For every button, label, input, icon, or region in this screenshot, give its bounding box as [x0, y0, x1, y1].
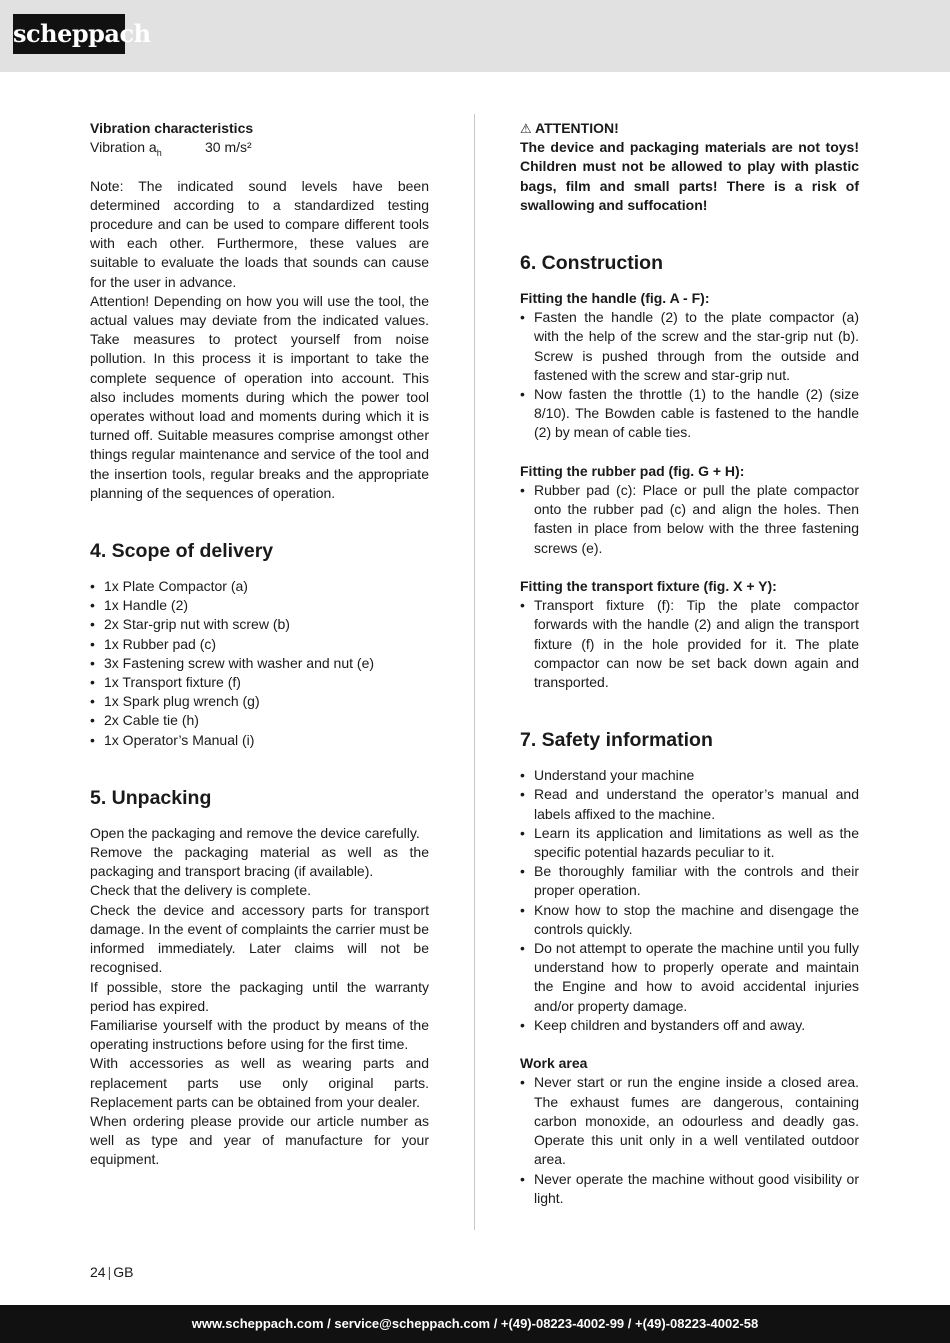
right-column	[520, 119, 859, 1208]
note-paragraph: Note: The indicated sound levels have been determined according to a standardized testing procedure and can be used to compare different tools with each other. Furthermore, these values are suitable to evaluate the loads that sounds can cause for the user in advance.	[90, 177, 429, 290]
list-item: • Know how to stop the machine and disengage the controls quickly.	[520, 901, 859, 939]
vibration-title: Vibration characteristics	[90, 120, 254, 136]
scheppach-logo: scheppach	[13, 14, 125, 54]
unpacking-paragraph: When ordering please provide our article number as well as type and year of manufacture for your equipment.	[90, 1112, 429, 1168]
safety-list	[520, 766, 859, 1035]
list-item: • 1x Handle (2)	[90, 596, 429, 615]
vibration-row	[90, 138, 429, 157]
attention-paragraph: Attention! Depending on how you will use the tool, the actual values may deviate from the indicated values. Take measures to protect yourself from noise pollution. In this process it is important to take the complete sequence of operation into account. This also includes moments during which the power tool operates without load and moments during which it is turned off. Suitable measures comprise amongst other things regular maintenance and service of the tool and the insertion tools, regular breaks and the appropriate planning of the sequences of operation.	[90, 292, 429, 501]
page-header	[0, 0, 950, 72]
list-item: • Never start or run the engine inside a closed area. The exhaust fumes are dangerous, containing carbon monoxide, an odourless and deadly gas. Operate this unit only in a well ventilated outdoor area.	[520, 1073, 859, 1169]
attention-text: The device and packaging materials are not toys! Children must not be allowed to play with plastic bags, film and small parts! There is a risk of swallowing and suffocation!	[520, 139, 859, 213]
list-item: • 2x Cable tie (h)	[90, 711, 429, 730]
list-item: • Be thoroughly familiar with the controls and their proper operation.	[520, 862, 859, 900]
list-item: • Keep children and bystanders off and away.	[520, 1016, 859, 1035]
column-divider	[474, 114, 475, 1230]
work-area-list	[520, 1073, 859, 1207]
attention-heading: ⚠ ATTENTION!	[520, 120, 619, 136]
vibration-value: 30 m/s²	[205, 139, 252, 156]
list-item: • 1x Rubber pad (c)	[90, 635, 429, 654]
transport-list	[520, 596, 859, 692]
safety-heading: 7. Safety information	[520, 729, 713, 752]
handle-list	[520, 308, 859, 442]
unpacking-heading: 5. Unpacking	[90, 786, 212, 809]
scope-heading: 4. Scope of delivery	[90, 540, 274, 563]
list-item: • Read and understand the operator’s manual and labels affixed to the machine.	[520, 785, 859, 823]
list-item: • Now fasten the throttle (1) to the handle (2) (size 8/10). The Bowden cable is fastened to the handle (2) by mean of cable ties.	[520, 385, 859, 443]
list-item: • Transport fixture (f): Tip the plate compactor forwards with the handle (2) and align the transport fixture (f) in the hole provided for it. The plate compactor can now be set back down again and transported.	[520, 596, 859, 692]
left-column	[90, 119, 429, 1170]
unpacking-text	[90, 824, 429, 1170]
unpacking-paragraph: With accessories as well as wearing parts and replacement parts use only original parts. Replacement parts can be obtained from your dealer.	[90, 1055, 429, 1110]
list-item: • 1x Operator’s Manual (i)	[90, 731, 429, 750]
list-item: • Learn its application and limitations as well as the specific potential hazards peculiar to it.	[520, 824, 859, 862]
work-area-title: Work area	[520, 1055, 588, 1072]
warning-triangle-icon: ⚠	[520, 121, 532, 136]
rubber-list	[520, 481, 859, 558]
list-item: • Understand your machine	[520, 766, 859, 785]
list-item: • Fasten the handle (2) to the plate compactor (a) with the help of the screw and the star-grip nut (b). Screw is pushed through from the outside and fastened with the screw and star-grip nut.	[520, 308, 859, 385]
unpacking-paragraph: Familiarise yourself with the product by means of the operating instructions before using for the first time.	[90, 1016, 429, 1053]
list-item: • 1x Spark plug wrench (g)	[90, 692, 429, 711]
unpacking-paragraph: Remove the packaging material as well as the packaging and transport bracing (if available).	[90, 844, 429, 880]
list-item: • Do not attempt to operate the machine until you fully understand how to properly operate and maintain the Engine and how to avoid accidental injuries and/or property damage.	[520, 939, 859, 1016]
page-footer	[0, 1305, 950, 1343]
list-item: • 2x Star-grip nut with screw (b)	[90, 615, 429, 634]
transport-title: Fitting the transport fixture (fig. X + Y):	[520, 578, 777, 595]
list-item: • 1x Transport fixture (f)	[90, 673, 429, 692]
footer-contact: www.scheppach.com / service@scheppach.com / +(49)-08223-4002-99 / +(49)-08223-4002-58	[191, 1316, 759, 1331]
unpacking-paragraph: Check the device and accessory parts for transport damage. In the event of complaints the carrier must be informed immediately. Later claims will not be recognised.	[90, 901, 429, 976]
rubber-title: Fitting the rubber pad (fig. G + H):	[520, 462, 745, 479]
list-item: • 3x Fastening screw with washer and nut (e)	[90, 654, 429, 673]
unpacking-paragraph: If possible, store the packaging until the warranty period has expired.	[90, 978, 429, 1014]
list-item: • 1x Plate Compactor (a)	[90, 577, 429, 596]
construction-heading: 6. Construction	[520, 252, 664, 275]
list-item: • Never operate the machine without good visibility or light.	[520, 1170, 859, 1208]
scope-list	[90, 577, 429, 750]
page-number: 24 | GB	[90, 1264, 134, 1280]
handle-title: Fitting the handle (fig. A - F):	[520, 290, 710, 307]
list-item: • Rubber pad (c): Place or pull the plate compactor onto the rubber pad (c) and align the holes. Then fasten in place from below with the three fastening screws (e).	[520, 481, 859, 558]
vibration-label: Vibration $a_h$	[90, 139, 162, 158]
unpacking-paragraph: Check that the delivery is complete.	[90, 882, 311, 899]
unpacking-paragraph: Open the packaging and remove the device carefully.	[90, 824, 420, 841]
